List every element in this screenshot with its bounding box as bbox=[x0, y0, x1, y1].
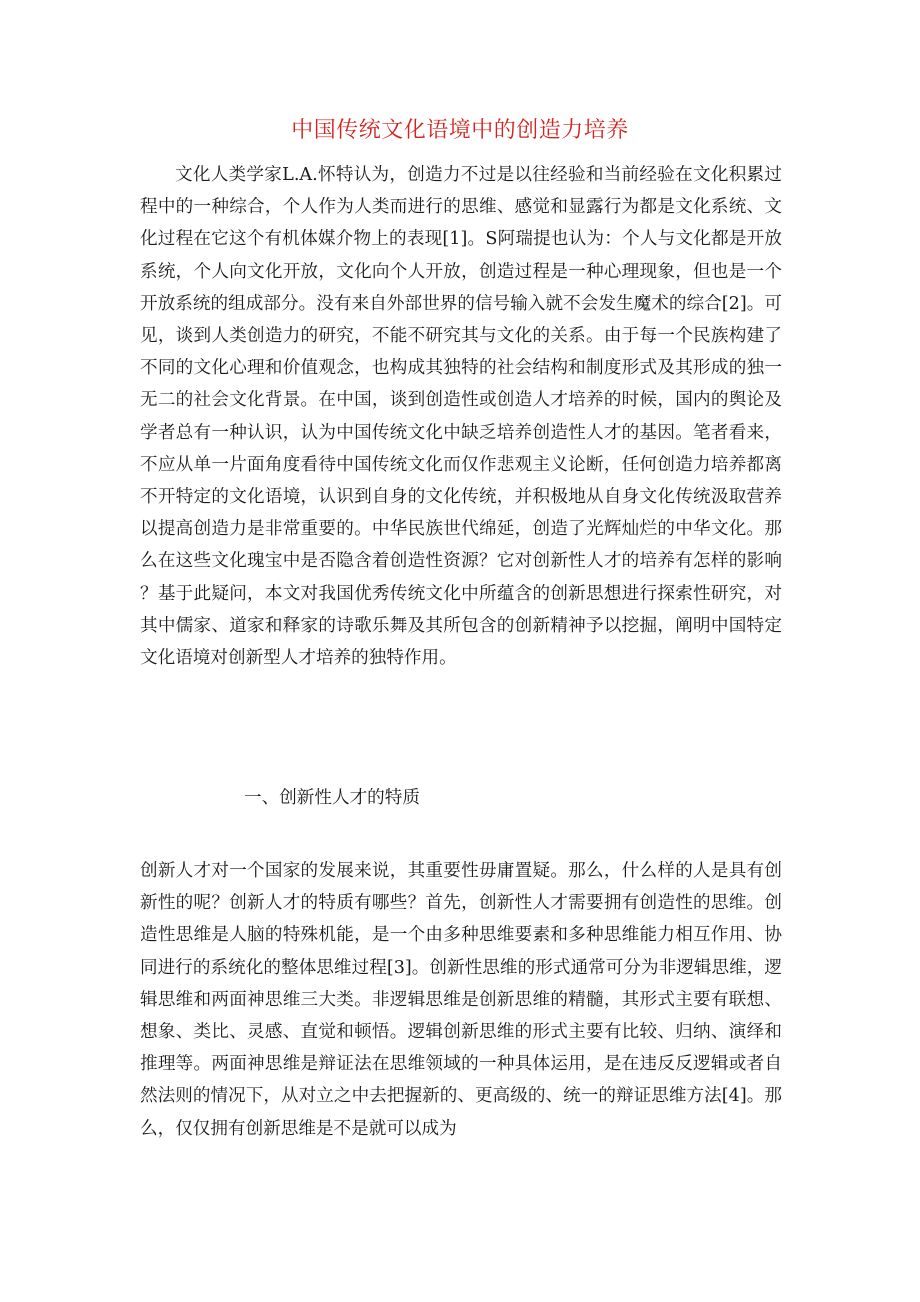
document-title: 中国传统文化语境中的创造力培养 bbox=[291, 118, 629, 143]
section-heading: 一、创新性人才的特质 bbox=[244, 788, 420, 808]
body-paragraph: 创新人才对一个国家的发展来说，其重要性毋庸置疑。那么，什么样的人是具有创新性的呢？创新人才的特质有哪些？首先，创新性人才需要拥有创造性的思维。创造性思维是人脑的特殊机能，是一个由多种思维要素和多种思维能力相互作用、协同进行的系统化的整体思维过程[3]。创新性思维的形式通常可分为非逻辑思维，逻辑思维和两面神思维三大类。非逻辑思维是创新思维的精髓，其形式主要有联想、想象、类比、灵感、直觉和顿悟。逻辑创新思维的形式主要有比较、归纳、演绎和推理等。两面神思维是辩证法在思维领域的一种具体运用，是在违反反逻辑或者自然法则的情况下，从对立之中去把握新的、更高级的、统一的辩证思维方法[4]。那么，仅仅拥有创新思维是不是就可以成为 bbox=[140, 861, 782, 1139]
intro-paragraph: 文化人类学家L.A.怀特认为，创造力不过是以往经验和当前经验在文化积累过程中的一种综合，个人作为人类而进行的思维、感觉和显露行为都是文化系统、文化过程在它这个有机体媒介物上的表现[1]。S阿瑞提也认为：个人与文化都是开放系统，个人向文化开放，文化向个人开放，创造过程是一种心理现象，但也是一个开放系统的组成部分。没有来自外部世界的信号输入就不会发生魔术的综合[2]。可见，谈到人类创造力的研究，不能不研究其与文化的关系。由于每一个民族构建了不同的文化心理和价值观念，也构成其独特的社会结构和制度形式及其形成的独一无二的社会文化背景。在中国，谈到创造性或创造人才培养的时候，国内的舆论及学者总有一种认识，认为中国传统文化中缺乏培养创造性人才的基因。笔者看来，不应从单一片面角度看待中国传统文化而仅作悲观主义论断，任何创造力培养都离不开特定的文化语境，认识到自身的文化传统，并积极地从自身文化传统汲取营养以提高创造力是非常重要的。中华民族世代绵延，创造了光辉灿烂的中华文化。那么在这些文化瑰宝中是否隐含着创造性资源？它对创新性人才的培养有怎样的影响？基于此疑问，本文对我国优秀传统文化中所蕴含的创新思想进行探索性研究，对其中儒家、道家和释家的诗歌乐舞及其所包含的创新精神予以挖掘，阐明中国特定文化语境对创新型人才培养的独特作用。 bbox=[140, 165, 782, 669]
